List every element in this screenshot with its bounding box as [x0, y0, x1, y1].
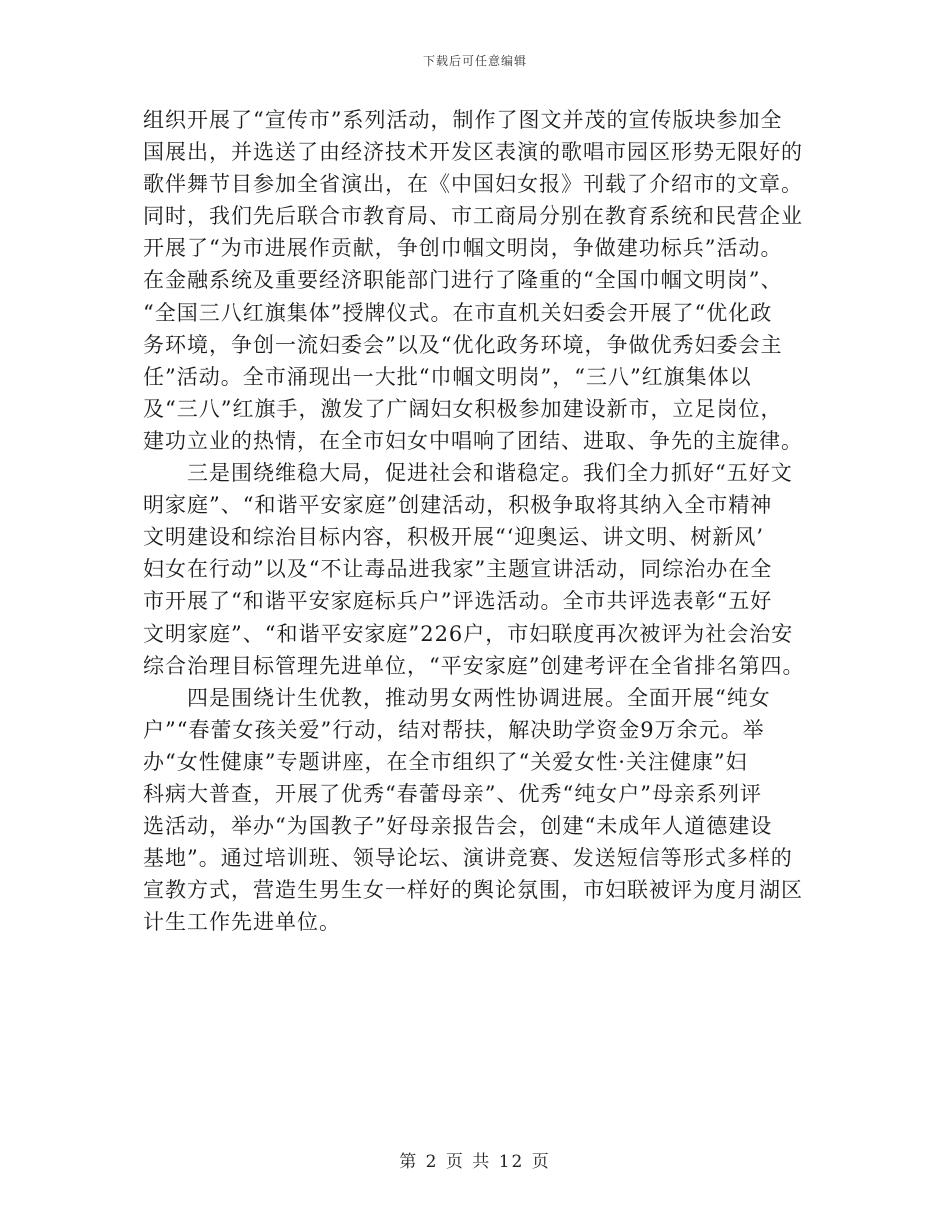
- text-line: 户”“春蕾女孩关爱”行动，结对帮扶，解决助学资金9万余元。举: [143, 717, 765, 742]
- paragraph-2: [143, 457, 810, 682]
- text-line: 三是围绕维稳大局，促进社会和谐稳定。我们全力抓好“五好文: [187, 461, 793, 486]
- text-line: 基地”。通过培训班、领导论坛、演讲竞赛、发送短信等形式多样的: [143, 846, 793, 871]
- text-line: 宣教方式，营造生男生女一样好的舆论氛围，市妇联被评为度月湖区: [143, 878, 803, 903]
- paragraph-3: [143, 682, 810, 939]
- text-line: 办“女性健康”专题讲座，在全市组织了“关爱女性·关注健康”妇: [143, 749, 748, 774]
- text-line: 文明建设和综治目标内容，积极开展“‘迎奥运、讲文明、树新风’: [143, 525, 765, 550]
- text-line: “全国三八红旗集体”授牌仪式。在市直机关妇委会开展了“优化政: [143, 300, 773, 325]
- page-number: 第 2 页 共 12 页: [399, 1152, 551, 1172]
- paragraph-1: [143, 104, 810, 457]
- text-line: 明家庭”、“和谐平安家庭”创建活动，积极争取将其纳入全市精神: [143, 493, 773, 518]
- document-body: [143, 104, 810, 938]
- text-line: 在金融系统及重要经济职能部门进行了隆重的“全国巾帼文明岗”、: [143, 268, 783, 293]
- text-line: 文明家庭”、“和谐平安家庭”226户，市妇联度再次被评为社会治安: [143, 621, 794, 646]
- text-line: 务环境，争创一流妇委会”以及“优化政务环境，争做优秀妇委会主: [143, 332, 783, 357]
- text-line: 及“三八”红旗手，激发了广阔妇女积极参加建设新市，立足岗位，: [143, 396, 783, 421]
- text-line: 建功立业的热情，在全市妇女中唱响了团结、进取、争先的主旋律。: [143, 428, 803, 453]
- text-line: 同时，我们先后联合市教育局、市工商局分别在教育系统和民营企业: [143, 204, 803, 229]
- text-line: 任”活动。全市涌现出一大批“巾帼文明岗”，“三八”红旗集体以: [143, 364, 752, 389]
- text-line: 歌伴舞节目参加全省演出，在《中国妇女报》刊载了介绍市的文章。: [143, 172, 803, 197]
- text-line: 开展了“为市进展作贡献，争创巾帼文明岗，争做建功标兵”活动。: [143, 236, 783, 261]
- header-note: 下载后可任意编辑: [422, 54, 527, 68]
- text-line: 计生工作先进单位。: [143, 910, 341, 935]
- text-line: 市开展了“和谐平安家庭标兵户”评选活动。全市共评选表彰“五好: [143, 589, 773, 614]
- text-line: 综合治理目标管理先进单位，“平安家庭”创建考评在全省排名第四。: [143, 653, 805, 678]
- text-line: 科病大普查，开展了优秀“春蕾母亲”、优秀“纯女户”母亲系列评: [143, 781, 762, 806]
- text-line: 国展出，并选送了由经济技术开发区表演的歌唱市园区形势无限好的: [143, 140, 803, 165]
- text-line: 组织开展了“宣传市”系列活动，制作了图文并茂的宣传版块参加全: [143, 108, 783, 132]
- text-line: 四是围绕计生优教，推动男女两性协调进展。全面开展“纯女: [187, 685, 771, 710]
- text-line: 妇女在行动”以及“不让毒品进我家”主题宣讲活动，同综治办在全: [143, 557, 773, 582]
- text-line: 选活动，举办“为国教子”好母亲报告会，创建“未成年人道德建设: [143, 814, 773, 839]
